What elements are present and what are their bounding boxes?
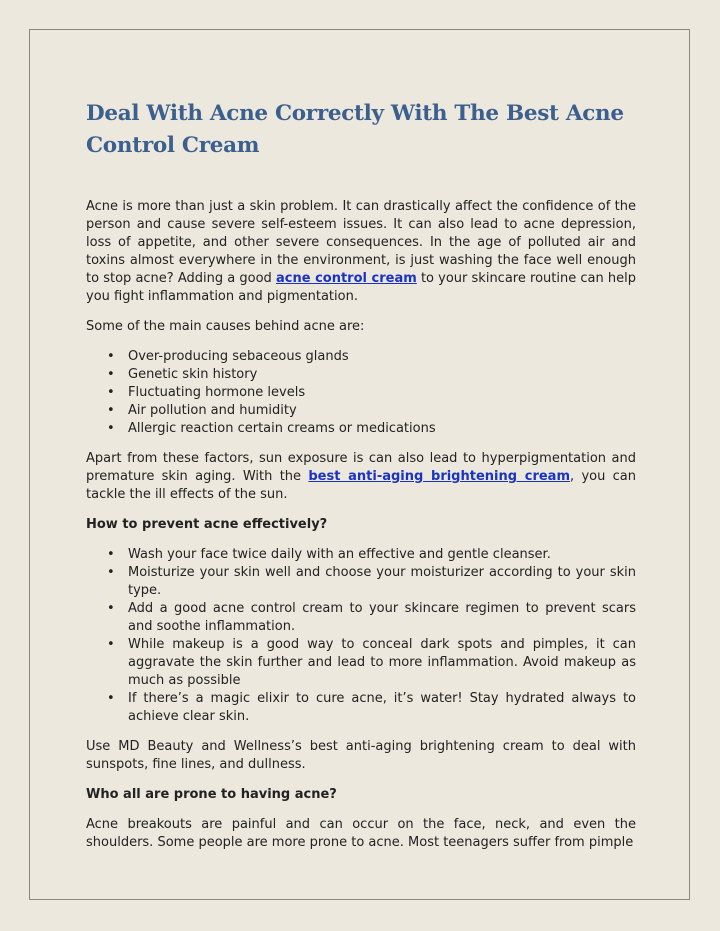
acne-control-cream-link[interactable]: acne control cream [275,271,417,286]
list-item: • Genetic skin history [128,366,636,384]
list-item: • Over-producing sebaceous glands [128,348,636,366]
intro-text-before: Acne is more than just a skin problem. It can drastically affect the confidence of the person and cause severe self-esteem issues. It can also lead to acne depression, loss of appetite, and other severe consequences. In the age of polluted air and toxins almost everywhere in the environment, is just washing the face well enough to stop acne? Adding a good [86,199,636,286]
list-item: • While makeup is a good way to conceal dark spots and pimples, it can aggravate the skin further and lead to more inflammation. Avoid makeup as much as possible [128,636,636,690]
intro-paragraph [86,198,636,306]
prevent-heading: How to prevent acne effectively? [86,517,328,532]
causes-intro: Some of the main causes behind acne are: [86,319,365,334]
document-content [86,98,636,864]
list-item: • Wash your face twice daily with an effective and gentle cleanser. [128,546,636,564]
sun-text-after: , you can tackle the ill effects of the sun. [86,469,637,502]
sun-text-before: Apart from these factors, sun exposure is can also lead to hyperpigmentation and premature skin aging. With the [86,451,636,484]
prone-paragraph: Acne breakouts are painful and can occur on the face, neck, and even the shoulders. Some people are more prone to acne. Most teenagers suffer from pimple [86,817,636,850]
causes-list [86,348,636,438]
list-item: • If there’s a magic elixir to cure acne, it’s water! Stay hydrated always to achieve clear skin. [128,690,636,726]
prevent-list [86,546,636,726]
list-item: • Moisturize your skin well and choose your moisturizer according to your skin type. [128,564,636,600]
list-item: • Fluctuating hormone levels [128,384,636,402]
md-beauty-paragraph: Use MD Beauty and Wellness’s best anti-aging brightening cream to deal with sunspots, fine lines, and dullness. [86,739,636,772]
prone-heading: Who all are prone to having acne? [86,787,337,802]
intro-text-after: to your skincare routine can help you fight inflammation and pigmentation. [86,271,636,304]
document-title: Deal With Acne Correctly With The Best Acne Control Cream [86,101,624,158]
sun-paragraph [86,450,636,504]
list-item: • Air pollution and humidity [128,402,636,420]
brightening-cream-link[interactable]: best anti-aging brightening cream [308,469,571,484]
list-item: • Add a good acne control cream to your skincare regimen to prevent scars and soothe inflammation. [128,600,636,636]
list-item: • Allergic reaction certain creams or medications [128,420,636,438]
document-page [29,29,690,900]
